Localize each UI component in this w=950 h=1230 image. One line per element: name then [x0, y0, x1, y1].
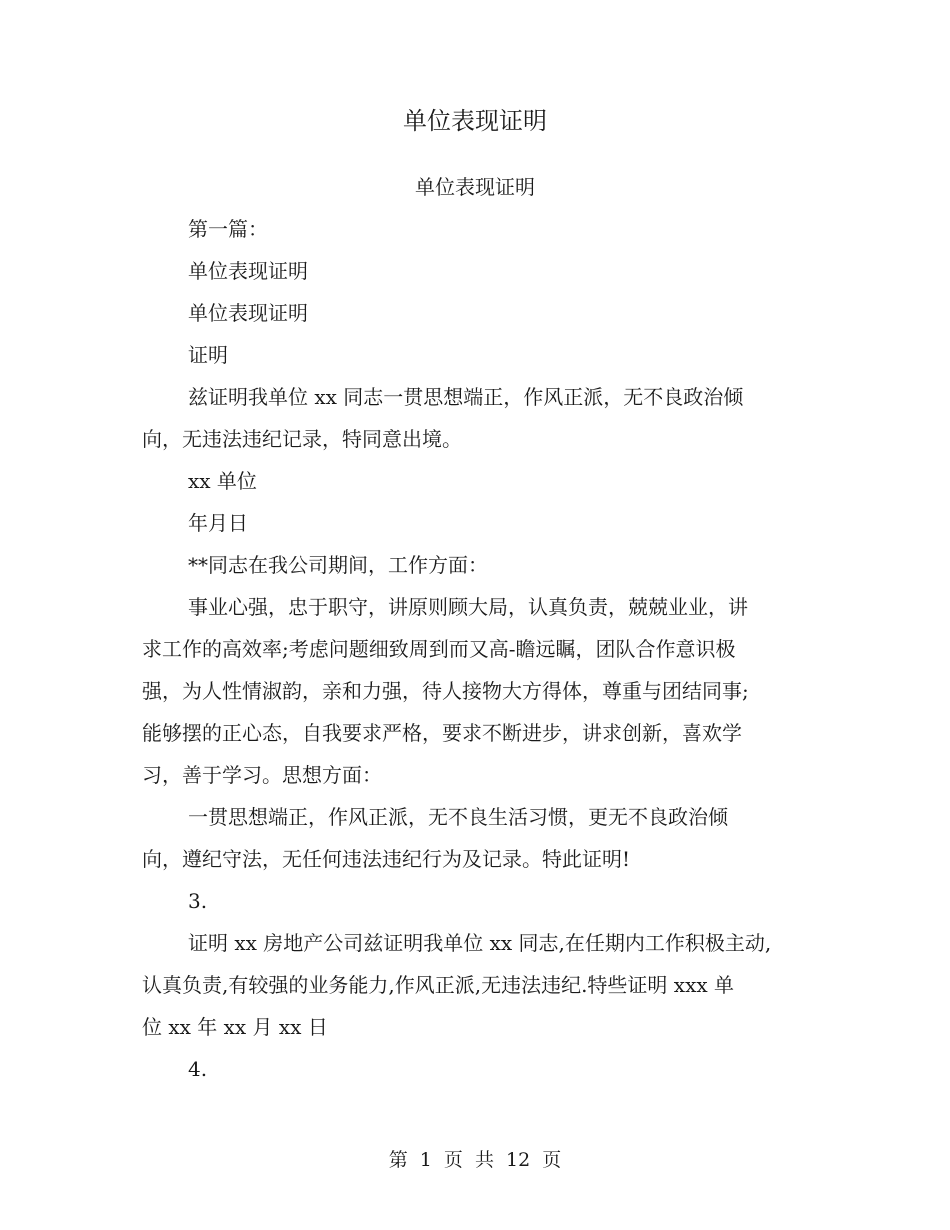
- paragraph: [142, 376, 832, 460]
- paragraph: [142, 1048, 832, 1090]
- paragraph-line: 求工作的高效率;考虑问题细致周到而又高-瞻远瞩，团队合作意识极: [142, 637, 736, 661]
- document-title: 单位表现证明: [403, 107, 547, 135]
- document-subtitle: 单位表现证明: [415, 175, 535, 199]
- paragraph-line: 能够摆的正心态，自我要求严格，要求不断进步，讲求创新，喜欢学: [142, 721, 742, 745]
- paragraph: [142, 922, 832, 1048]
- paragraph-line: xx 单位: [188, 469, 257, 493]
- paragraph-line: 兹证明我单位 xx 同志一贯思想端正，作风正派，无不良政治倾: [188, 385, 744, 409]
- paragraph: [142, 586, 832, 796]
- paragraph-line: 第一篇：: [188, 217, 268, 241]
- paragraph-line: 向，无违法违纪记录，特同意出境。: [142, 427, 462, 451]
- paragraph: [142, 208, 832, 250]
- paragraph: [142, 544, 832, 586]
- paragraph: [142, 292, 832, 334]
- paragraph-line: 年月日: [188, 511, 248, 535]
- paragraph-line: 单位表现证明: [188, 259, 308, 283]
- paragraph-line: 证明 xx 房地产公司兹证明我单位 xx 同志,在任期内工作积极主动,: [188, 931, 772, 955]
- paragraph-line: **同志在我公司期间，工作方面：: [188, 553, 488, 577]
- paragraph-line: 单位表现证明: [188, 301, 308, 325]
- paragraph: [142, 250, 832, 292]
- paragraph-line: 位 xx 年 xx 月 xx 日: [142, 1015, 328, 1039]
- paragraph-line: 强，为人性情淑韵，亲和力强，待人接物大方得体，尊重与团结同事;: [142, 679, 749, 703]
- page-number-footer: 第 1 页 共 12 页: [388, 1149, 562, 1171]
- paragraph-line: 事业心强，忠于职守，讲原则顾大局，认真负责，兢兢业业，讲: [188, 595, 748, 619]
- paragraph-line: 向，遵纪守法，无任何违法违纪行为及记录。特此证明!: [142, 847, 631, 871]
- paragraph: [142, 880, 832, 922]
- document-body: [142, 208, 832, 1090]
- paragraph-line: 3.: [188, 889, 208, 913]
- paragraph-line: 认真负责,有较强的业务能力,作风正派,无违法违纪.特些证明 xxx 单: [142, 973, 734, 997]
- paragraph-line: 4.: [188, 1057, 208, 1081]
- paragraph-line: 习，善于学习。思想方面：: [142, 763, 382, 787]
- paragraph: [142, 334, 832, 376]
- paragraph: [142, 796, 832, 880]
- paragraph-line: 一贯思想端正，作风正派，无不良生活习惯，更无不良政治倾: [188, 805, 728, 829]
- paragraph: [142, 502, 832, 544]
- paragraph: [142, 460, 832, 502]
- paragraph-line: 证明: [188, 343, 228, 367]
